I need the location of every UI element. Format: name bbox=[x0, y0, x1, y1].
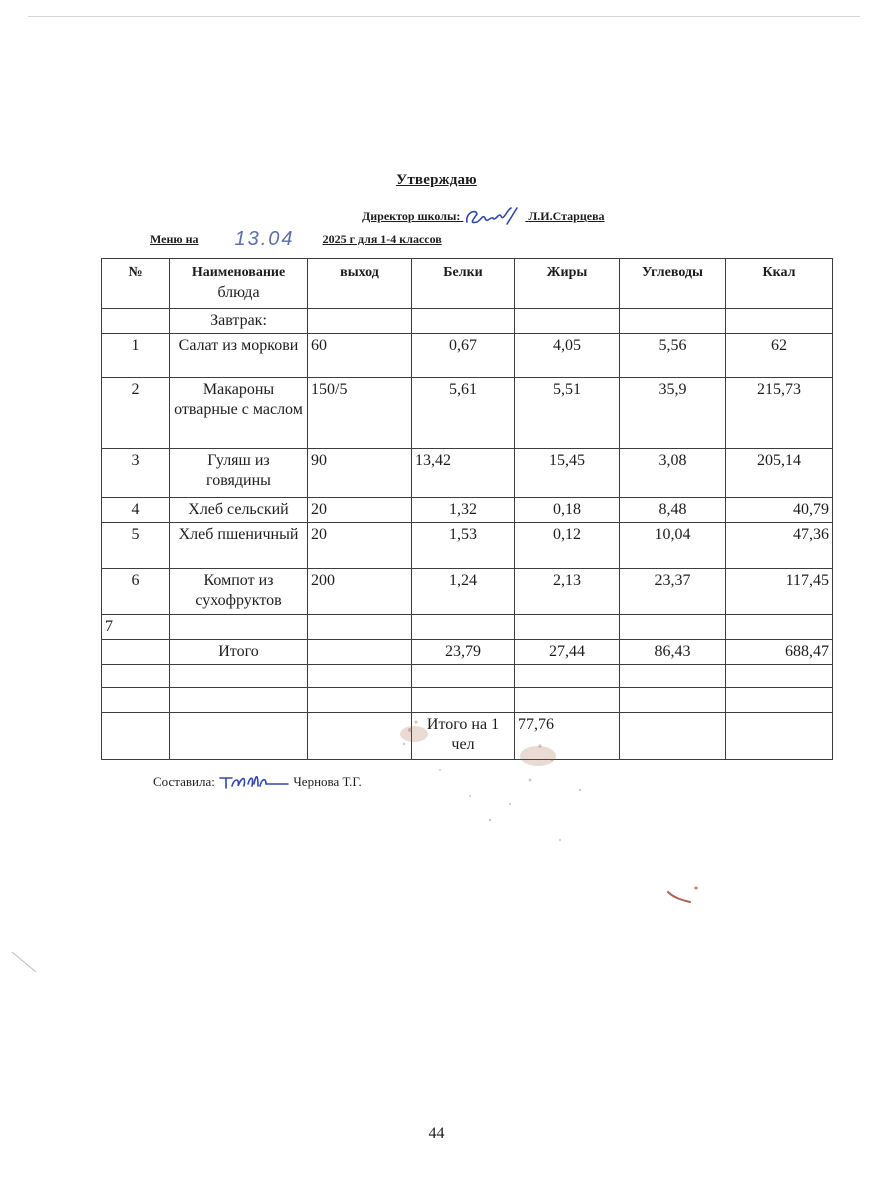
dish-kcal: 215,73 bbox=[726, 378, 833, 449]
dish-fat: 4,05 bbox=[515, 334, 620, 378]
dish-kcal: 205,14 bbox=[726, 449, 833, 498]
header-dish-name bbox=[170, 259, 308, 309]
dish-carbs: 8,48 bbox=[620, 498, 726, 523]
dish-carbs: 35,9 bbox=[620, 378, 726, 449]
dish-fat: 0,18 bbox=[515, 498, 620, 523]
menu-label: Меню на bbox=[150, 232, 199, 246]
dish-protein: 1,24 bbox=[412, 569, 515, 615]
dish-name: Компот из сухофруктов bbox=[170, 569, 308, 615]
header-fat: Жиры bbox=[515, 259, 620, 309]
header-protein: Белки bbox=[412, 259, 515, 309]
dish-yield bbox=[308, 615, 412, 640]
dish-yield: 200 bbox=[308, 569, 412, 615]
total-row bbox=[102, 640, 833, 665]
dish-protein: 0,67 bbox=[412, 334, 515, 378]
ink-mark-icon bbox=[664, 884, 704, 914]
row-number: 5 bbox=[102, 523, 170, 569]
row-number: 1 bbox=[102, 334, 170, 378]
empty-row bbox=[102, 688, 833, 713]
per-person-value: 77,76 bbox=[515, 713, 620, 760]
dish-yield: 90 bbox=[308, 449, 412, 498]
dish-carbs: 3,08 bbox=[620, 449, 726, 498]
dish-carbs: 10,04 bbox=[620, 523, 726, 569]
dish-yield: 20 bbox=[308, 523, 412, 569]
header-dish-name-bottom: блюда bbox=[217, 284, 260, 301]
dish-protein: 5,61 bbox=[412, 378, 515, 449]
composer-line bbox=[153, 772, 362, 792]
dish-yield: 20 bbox=[308, 498, 412, 523]
director-name: Л.И.Старцева bbox=[528, 209, 605, 223]
per-person-label: Итого на 1 чел bbox=[412, 713, 515, 760]
dish-kcal: 62 bbox=[726, 334, 833, 378]
dish-protein: 13,42 bbox=[412, 449, 515, 498]
table-row bbox=[102, 615, 833, 640]
composer-name: Чернова Т.Г. bbox=[293, 774, 362, 789]
total-fat: 27,44 bbox=[515, 640, 620, 665]
table-row bbox=[102, 334, 833, 378]
table-header-row bbox=[102, 259, 833, 309]
menu-date-line bbox=[150, 228, 442, 251]
empty-row bbox=[102, 665, 833, 688]
menu-year-class: 2025 г для 1-4 классов bbox=[322, 232, 442, 246]
dish-name bbox=[170, 615, 308, 640]
dish-carbs: 23,37 bbox=[620, 569, 726, 615]
row-number: 3 bbox=[102, 449, 170, 498]
table-row bbox=[102, 498, 833, 523]
dish-fat: 0,12 bbox=[515, 523, 620, 569]
menu-table bbox=[101, 258, 833, 760]
dish-fat: 5,51 bbox=[515, 378, 620, 449]
scan-mark-icon bbox=[10, 950, 40, 976]
dish-kcal: 47,36 bbox=[726, 523, 833, 569]
row-number: 6 bbox=[102, 569, 170, 615]
dish-carbs bbox=[620, 615, 726, 640]
dish-name: Макароны отварные с маслом bbox=[170, 378, 308, 449]
dish-name: Салат из моркови bbox=[170, 334, 308, 378]
dish-fat: 15,45 bbox=[515, 449, 620, 498]
table-row bbox=[102, 378, 833, 449]
dish-kcal: 117,45 bbox=[726, 569, 833, 615]
section-label: Завтрак: bbox=[170, 309, 308, 334]
dish-carbs: 5,56 bbox=[620, 334, 726, 378]
dish-kcal: 40,79 bbox=[726, 498, 833, 523]
header-number: № bbox=[102, 259, 170, 309]
dish-fat bbox=[515, 615, 620, 640]
table-row bbox=[102, 449, 833, 498]
dish-protein: 1,32 bbox=[412, 498, 515, 523]
header-kcal: Ккал bbox=[726, 259, 833, 309]
dish-kcal bbox=[726, 615, 833, 640]
dish-protein bbox=[412, 615, 515, 640]
director-signature-icon bbox=[463, 206, 525, 228]
header-dish-name-top: Наименование bbox=[191, 265, 286, 280]
page-number: 44 bbox=[428, 1125, 445, 1142]
dish-name: Хлеб пшеничный bbox=[170, 523, 308, 569]
approval-heading: Утверждаю bbox=[396, 172, 477, 188]
composer-signature-icon bbox=[218, 772, 290, 792]
dish-yield: 60 bbox=[308, 334, 412, 378]
total-carbs: 86,43 bbox=[620, 640, 726, 665]
table-row bbox=[102, 523, 833, 569]
menu-date-handwritten: 13.04 bbox=[234, 228, 295, 250]
total-protein: 23,79 bbox=[412, 640, 515, 665]
scan-edge-line bbox=[28, 16, 860, 17]
row-number: 2 bbox=[102, 378, 170, 449]
director-line bbox=[362, 206, 605, 228]
section-row bbox=[102, 309, 833, 334]
dish-fat: 2,13 bbox=[515, 569, 620, 615]
dish-name: Хлеб сельский bbox=[170, 498, 308, 523]
director-label: Директор школы: bbox=[362, 209, 461, 223]
total-label: Итого bbox=[170, 640, 308, 665]
dish-name: Гуляш из говядины bbox=[170, 449, 308, 498]
composer-label: Составила: bbox=[153, 774, 215, 789]
table-row bbox=[102, 569, 833, 615]
per-person-row bbox=[102, 713, 833, 760]
header-carbs: Углеводы bbox=[620, 259, 726, 309]
row-number: 4 bbox=[102, 498, 170, 523]
dish-protein: 1,53 bbox=[412, 523, 515, 569]
dish-yield: 150/5 bbox=[308, 378, 412, 449]
header-yield: выход bbox=[308, 259, 412, 309]
row-number: 7 bbox=[102, 615, 170, 640]
total-kcal: 688,47 bbox=[726, 640, 833, 665]
